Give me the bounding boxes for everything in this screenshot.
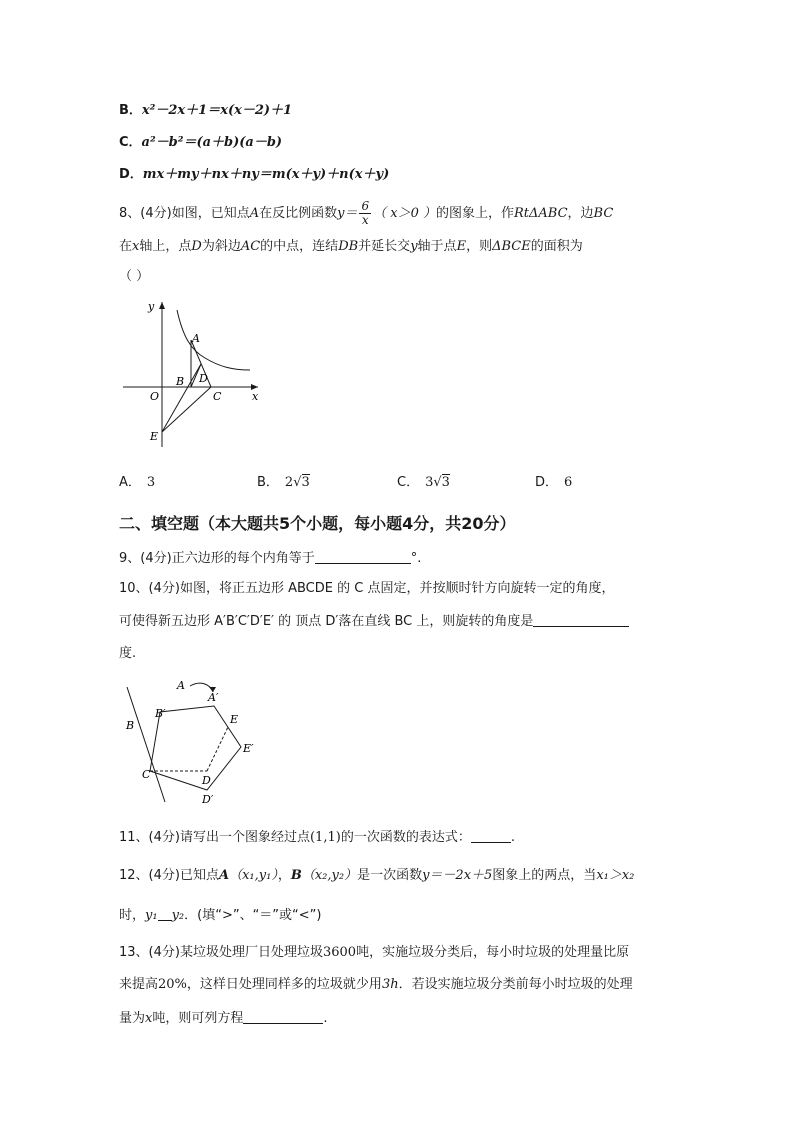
q8-answer-d: D． 6 bbox=[535, 475, 573, 490]
q12-line1: 12、(4分)已知点A（x₁,y₁），B（x₂,y₂）是一次函数y＝－2x＋5图象上的两点，当x₁＞x₂ bbox=[119, 868, 635, 883]
label-d-prime: D′ bbox=[202, 793, 214, 806]
label-b: B bbox=[126, 719, 135, 732]
label-x: x bbox=[252, 390, 259, 403]
y-axis-arrow bbox=[159, 302, 165, 309]
q13-line3: 量为x吨，则可列方程 . bbox=[119, 1011, 328, 1026]
label-a-prime: A′ bbox=[208, 691, 219, 704]
label-d: D bbox=[199, 372, 208, 385]
option-c: C．a²－b²＝(a＋b)(a－b) bbox=[119, 135, 283, 150]
hyperbola-curve bbox=[177, 310, 250, 370]
q10-figure bbox=[115, 672, 275, 812]
q8-answer-a: A． 3 bbox=[119, 475, 156, 490]
q8-line2: 在x轴上，点D为斜边AC的中点，连结DB并延长交y轴于点E，则ΔBCE的面积为 bbox=[119, 239, 583, 254]
q13-blank[interactable] bbox=[243, 1009, 323, 1024]
q8-answer-b: B． 2√3 bbox=[257, 475, 310, 490]
label-d: D bbox=[202, 774, 211, 787]
q11: 11、(4分)请写出一个图象经过点(1,1)的一次函数的表达式： . bbox=[119, 830, 515, 845]
q8-answer-paren: （ ） bbox=[119, 269, 150, 284]
q12-line2: 时，y₁ y₂．(填“>”、“＝”或“<”) bbox=[119, 908, 322, 923]
q8-fraction: $\frac{6}{x}$ bbox=[361, 199, 370, 227]
label-e-prime: E′ bbox=[243, 742, 254, 755]
q13-line1: 13、(4分)某垃圾处理厂日处理垃圾3600吨，实施垃圾分类后，每小时垃圾的处理量比原 bbox=[119, 945, 630, 960]
q13-line2: 来提高20%，这样日处理同样多的垃圾就少用3h．若设实施垃圾分类前每小时垃圾的处理 bbox=[119, 977, 633, 992]
line-bc bbox=[127, 687, 165, 802]
label-a: A bbox=[177, 679, 185, 692]
label-a: A bbox=[192, 332, 200, 345]
label-e: E bbox=[230, 713, 239, 726]
q10-blank[interactable] bbox=[533, 612, 629, 627]
option-d: D．mx＋my＋nx＋ny＝m(x＋y)＋n(x＋y) bbox=[119, 167, 390, 182]
q10-line2: 可使得新五边形 A′B′C′D′E′ 的 顶点 D′落在直线 BC 上，则旋转的角度是 bbox=[119, 612, 629, 631]
label-e: E bbox=[150, 430, 159, 443]
q8-answer-c: C． 3√3 bbox=[397, 475, 450, 490]
q11-blank[interactable] bbox=[471, 828, 511, 843]
q8-line1: 8、(4分)如图，已知点A在反比例函数y＝ $\frac{6}{x}$ （ x＞0 ）的图象上，作RtΔABC，边BC bbox=[119, 199, 614, 227]
option-b: B．x²－2x＋1＝x(x－2)＋1 bbox=[119, 103, 293, 118]
q8-figure bbox=[115, 292, 265, 452]
label-y: y bbox=[148, 300, 155, 313]
label-c: C bbox=[142, 768, 151, 781]
q10-line1: 10、(4分)如图，将正五边形 ABCDE 的 C 点固定，并按顺时针方向旋转一定的角度， bbox=[119, 581, 615, 596]
q9-blank[interactable] bbox=[315, 549, 411, 564]
label-c: C bbox=[213, 390, 222, 403]
q12-blank[interactable] bbox=[158, 906, 172, 921]
label-b-prime: B′ bbox=[155, 707, 166, 720]
label-o: O bbox=[150, 390, 160, 403]
q10-line3: 度. bbox=[119, 646, 137, 661]
q9: 9、(4分)正六边形的每个内角等于 °. bbox=[119, 551, 422, 566]
label-b: B bbox=[176, 375, 185, 388]
section2-title: 二、填空题（本大题共5个小题，每小题4分，共20分） bbox=[119, 514, 516, 533]
dashed-de bbox=[207, 727, 228, 771]
segment-ec bbox=[162, 387, 211, 432]
